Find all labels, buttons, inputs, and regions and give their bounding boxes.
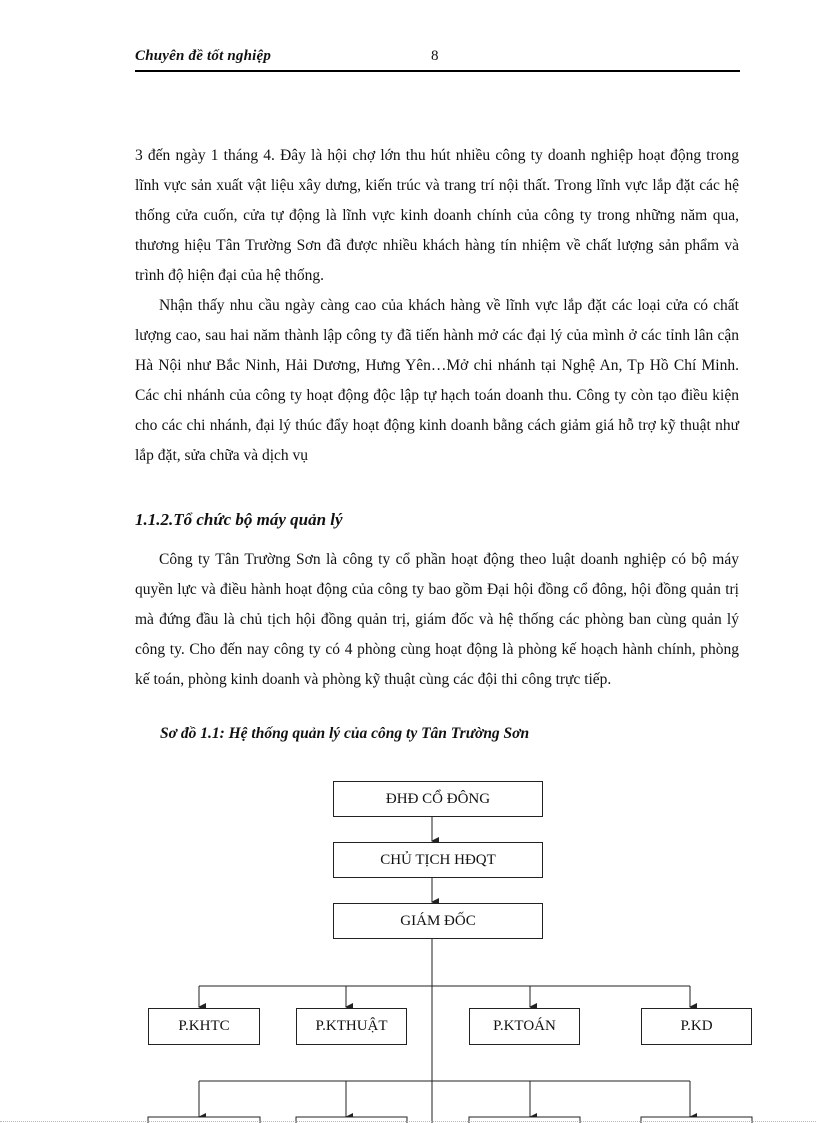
section-heading: 1.1.2.Tổ chức bộ máy quản lý — [135, 510, 343, 529]
org-box-dept-kthuat: P.KTHUẬT — [296, 1008, 407, 1045]
org-box-director: GIÁM ĐỐC — [333, 903, 543, 939]
document-title: Chuyên đề tốt nghiệp — [135, 48, 272, 64]
org-box-dept-kd: P.KD — [641, 1008, 752, 1045]
team-box-3 — [469, 1117, 580, 1123]
team-box-4 — [641, 1117, 752, 1123]
team-box-2 — [296, 1117, 407, 1123]
page-bottom-edge — [0, 1121, 816, 1122]
org-box-chairman: CHỦ TỊCH HĐQT — [333, 842, 543, 878]
org-box-dept-khtc: P.KHTC — [148, 1008, 260, 1045]
paragraph-2: Nhận thấy nhu cầu ngày càng cao của khách hàng về lĩnh vực lắp đặt các loại cửa có chất lượng cao, sau hai năm thành lập công ty đã tiến hành mở các đại lý của mình ở các tỉnh lân cận Hà Nội như Bắc Ninh, Hải Dương, Hưng Yên…Mở chi nhánh tại Nghệ An, Tp Hồ Chí Minh. Các chi nhánh của công ty hoạt động độc lập tự hạch toán doanh thu. Công ty còn tạo điều kiện cho các chi nhánh, đại lý thúc đẩy hoạt động kinh doanh bằng cách giảm giá hỗ trợ kỹ thuật như lắp đặt, sửa chữa và dịch vụ — [135, 297, 739, 464]
diagram-caption: Sơ đồ 1.1: Hệ thống quản lý của công ty Tân Trường Sơn — [160, 725, 530, 742]
page-number: 8 — [431, 48, 439, 64]
org-box-shareholders: ĐHĐ CỔ ĐÔNG — [333, 781, 543, 817]
org-box-dept-ktoan: P.KTOÁN — [469, 1008, 580, 1045]
paragraph-1: 3 đến ngày 1 tháng 4. Đây là hội chợ lớn thu hút nhiều công ty doanh nghiệp hoạt động trong lĩnh vực sản xuất vật liệu xây dưng, kiến trúc và trang trí nội thất. Trong lĩnh vực lắp đặt các hệ thống cửa cuốn, cửa tự động là lĩnh vực kinh doanh chính của công ty trong những năm qua, thương hiệu Tân Trường Sơn đã được nhiều khách hàng tín nhiệm về chất lượng sản phẩm và trình độ hiện đại của hệ thống. — [135, 147, 739, 284]
paragraph-3: Công ty Tân Trường Sơn là công ty cổ phần hoạt động theo luật doanh nghiệp có bộ máy quyền lực và điều hành hoạt động của công ty bao gồm Đại hội đồng cổ đông, hội đồng quản trị mà đứng đầu là chủ tịch hội đồng quản trị, giám đốc và hệ thống các phòng ban cùng quản lý công ty. Cho đến nay công ty có 4 phòng cùng hoạt động là phòng kế hoạch hành chính, phòng kế toán, phòng kinh doanh và phòng kỹ thuật cùng các đội thi công trực tiếp. — [135, 551, 739, 688]
team-box-1 — [148, 1117, 260, 1123]
